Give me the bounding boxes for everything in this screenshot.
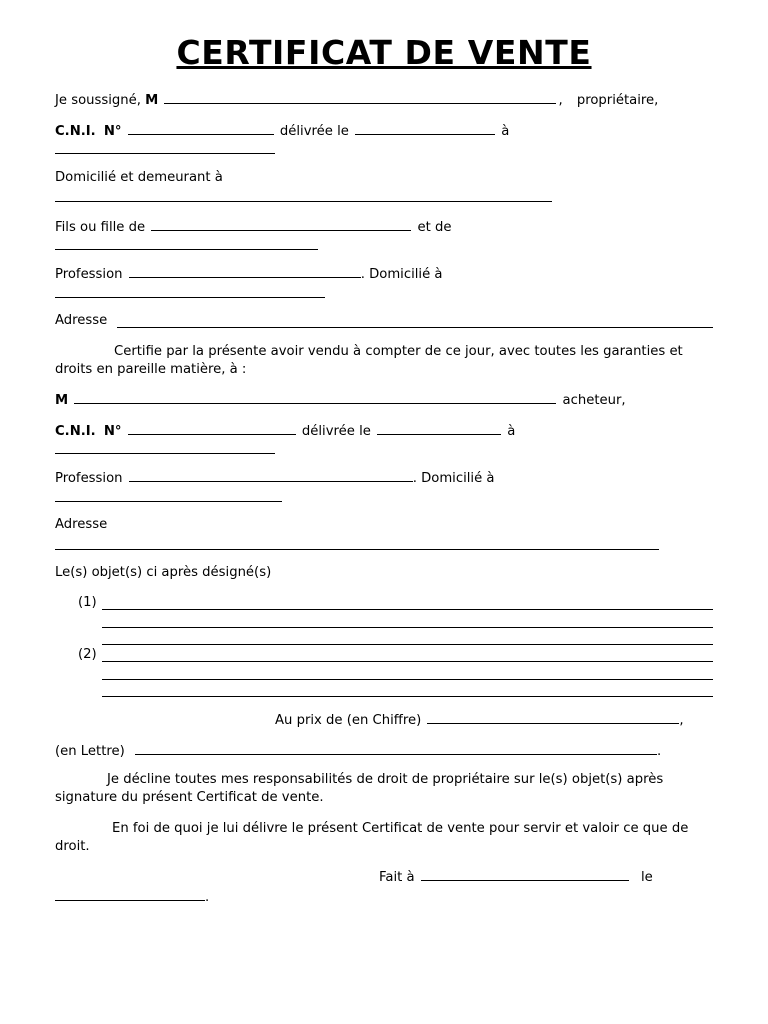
buyer-domiciled-field[interactable] <box>55 501 282 502</box>
object-1-line-2[interactable] <box>102 627 713 628</box>
seller-name-line: Je soussigné, M , propriétaire, <box>55 90 658 110</box>
buyer-cni-label: C.N.I. <box>55 424 96 439</box>
seller-domicile-label: Domicilié et demeurant à <box>55 170 223 185</box>
seller-cni-place-field[interactable] <box>55 153 275 154</box>
seller-domicile-field[interactable] <box>55 201 552 202</box>
buyer-profession-label: Profession <box>55 471 123 486</box>
price-figure-line: Au prix de (en Chiffre) , <box>275 710 684 730</box>
buyer-delivered-label: délivrée le <box>301 424 371 439</box>
object-1-line-3[interactable] <box>102 644 713 645</box>
object-2-line-1[interactable] <box>102 661 713 662</box>
signature-date-line: . <box>55 887 209 907</box>
buyer-no-label: N° <box>103 424 122 439</box>
price-words-line: (en Lettre) . <box>55 741 661 761</box>
seller-profession-field[interactable] <box>129 264 361 278</box>
seller-at-label: à <box>501 124 510 139</box>
seller-cni-date-field[interactable] <box>355 121 495 135</box>
seller-no-label: N° <box>103 124 122 139</box>
object-2-line-2[interactable] <box>102 679 713 680</box>
buyer-cni-line <box>55 421 515 441</box>
seller-m-label: M <box>145 93 159 108</box>
seller-and-of-label: et de <box>417 220 452 235</box>
certify-paragraph: Certifie par la présente avoir vendu à compter de ce jour, avec toutes les garanties et droits en pareille matière, à : <box>55 344 683 377</box>
made-at-label: Fait à <box>379 870 415 885</box>
seller-profession-label: Profession <box>55 267 123 282</box>
seller-parents-line <box>55 217 451 237</box>
price-figure-field[interactable] <box>427 710 679 724</box>
buyer-name-line <box>55 390 626 410</box>
buyer-at-label: à <box>507 424 516 439</box>
buyer-address-field[interactable] <box>55 549 659 550</box>
seller-address-field[interactable] <box>117 327 713 328</box>
made-at-field[interactable] <box>421 867 629 881</box>
signature-line <box>379 867 653 887</box>
buyer-address-label: Adresse <box>55 517 108 532</box>
object-2-number: (2) <box>78 647 97 662</box>
closing-paragraph: En foi de quoi je lui délivre le présent Certificat de vente pour servir et valoir ce que de droit. <box>55 821 689 854</box>
seller-intro: Je soussigné, <box>55 93 141 108</box>
objects-label: Le(s) objet(s) ci après désigné(s) <box>55 565 272 580</box>
buyer-m-label: M <box>55 393 69 408</box>
seller-address-label: Adresse <box>55 313 108 328</box>
disclaimer-paragraph: Je décline toutes mes responsabilités de droit de propriétaire sur le(s) objet(s) après signature du présent Certificat de vente. <box>55 772 664 805</box>
buyer-domiciled-label: . Domicilié à <box>412 471 495 486</box>
seller-cni-line <box>55 121 509 141</box>
document-title: CERTIFICAT DE VENTE <box>176 33 592 72</box>
buyer-profession-field[interactable] <box>129 468 413 482</box>
object-1-number: (1) <box>78 595 97 610</box>
seller-name-field[interactable] <box>164 90 556 104</box>
seller-owner-label: propriétaire, <box>576 93 659 108</box>
seller-profession-line <box>55 264 442 284</box>
price-words-field[interactable] <box>135 741 657 755</box>
seller-cni-number-field[interactable] <box>128 121 274 135</box>
seller-mother-field[interactable] <box>55 249 318 250</box>
seller-cni-label: C.N.I. <box>55 124 96 139</box>
seller-domiciled-label: . Domicilié à <box>360 267 443 282</box>
seller-parents-label: Fils ou fille de <box>55 220 146 235</box>
buyer-cni-number-field[interactable] <box>128 421 296 435</box>
seller-delivered-label: délivrée le <box>279 124 349 139</box>
buyer-profession-line <box>55 468 494 488</box>
seller-domiciled-field[interactable] <box>55 297 325 298</box>
buyer-label: acheteur, <box>562 393 626 408</box>
price-figure-label: Au prix de (en Chiffre) <box>275 713 422 728</box>
buyer-cni-date-field[interactable] <box>377 421 501 435</box>
buyer-name-field[interactable] <box>74 390 556 404</box>
buyer-cni-place-field[interactable] <box>55 453 275 454</box>
price-words-label: (en Lettre) <box>55 744 125 759</box>
object-1-line-1[interactable] <box>102 609 713 610</box>
seller-father-field[interactable] <box>151 217 411 231</box>
signature-date-field[interactable] <box>55 887 205 901</box>
date-label: le <box>640 870 653 885</box>
object-2-line-3[interactable] <box>102 696 713 697</box>
